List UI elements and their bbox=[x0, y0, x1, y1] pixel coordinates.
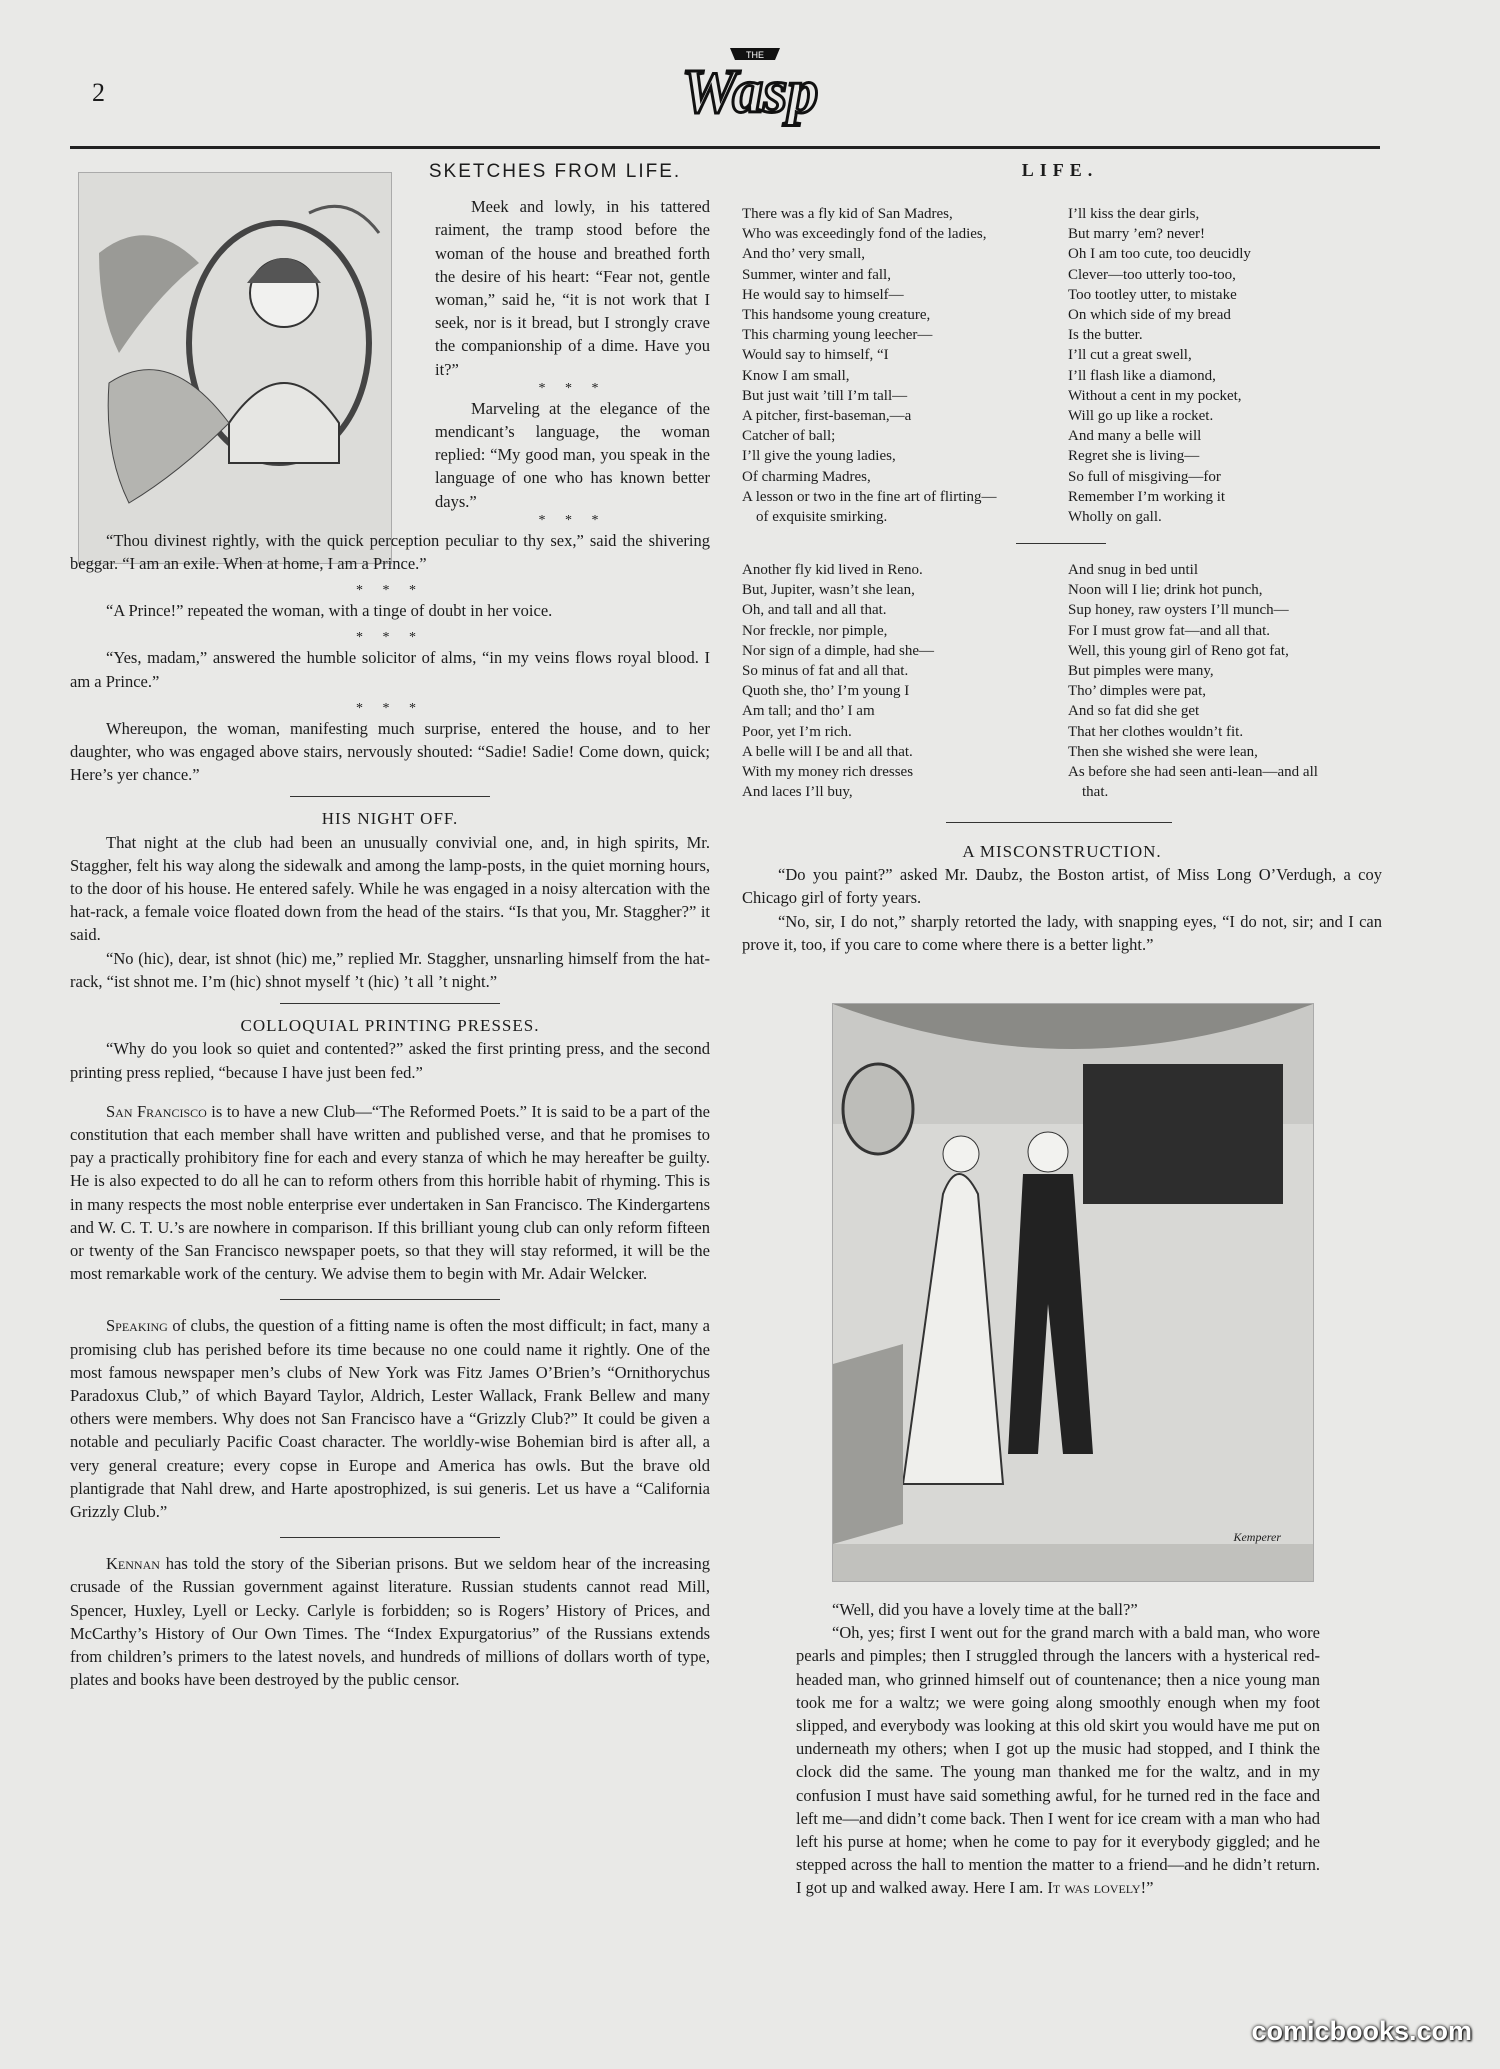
misconstruction-title: A MISCONSTRUCTION. bbox=[962, 842, 1162, 861]
poem-line: Regret she is living— bbox=[1068, 448, 1200, 465]
speaking-lead: Speaking bbox=[106, 1316, 168, 1336]
poem-line: I’ll flash like a diamond, bbox=[1068, 367, 1216, 384]
poem-line: But, Jupiter, wasn’t she lean, bbox=[742, 582, 915, 599]
ball-end: It was lovely!” bbox=[1043, 1878, 1154, 1898]
poem-line: That her clothes wouldn’t fit. bbox=[1068, 723, 1244, 740]
sketch-madam-para: “Yes, madam,” answered the humble solicitor of alms, “in my veins flows royal blood. I am a Prince.” bbox=[70, 648, 710, 691]
poem-line: I’ll cut a great swell, bbox=[1068, 347, 1192, 364]
section-rule bbox=[280, 1299, 500, 1300]
poem-line: With my money rich dresses bbox=[742, 764, 914, 781]
poem-line: that. bbox=[1082, 784, 1109, 801]
misconstruction-article bbox=[742, 840, 1382, 956]
poem-line: Tho’ dimples were pat, bbox=[1068, 683, 1207, 700]
ball-para: “Oh, yes; first I went out for the grand march with a bald man, who wore pearls and pimples; then I struggled through the lancers with a hysterical red-headed man, who grinned himself out of countenance; then a nice young man took me for a waltz; we were going along smoothly enough when my foot slipped, and everybody was looking at this old skirt you would have me put on underneath my others; when I got up the music had stopped, and I think the clock did the same. The young man thanked me for the waltz, and in my confusion I must have said something awful, for he turned red in the face and left me—and didn’t come back. Then I went for ice cream with a man who had left his purse at home; when he come to pay for it everybody giggled; and he stepped across the hall to mention the matter to a friend—and he didn’t return. I got up and walked away. Here I am. It was lovely!” bbox=[796, 1623, 1320, 1898]
poem-line: Is the butter. bbox=[1068, 327, 1143, 344]
poem-1-left bbox=[742, 204, 1062, 527]
poem-line: But just wait ’till I’m tall— bbox=[742, 387, 908, 404]
poem-line: Of charming Madres, bbox=[742, 468, 871, 485]
poem-line: Another fly kid lived in Reno. bbox=[742, 562, 923, 578]
poem-line: Wholly on gall. bbox=[1068, 509, 1162, 526]
poem-line: So full of misgiving—for bbox=[1068, 468, 1221, 485]
sketch-para-3: “Thou divinest rightly, with the quick perception peculiar to thy sex,” said the shivering beggar. “I am an exile. When at home, I am a Prince.” bbox=[70, 530, 710, 574]
sketches-title: SKETCHES FROM LIFE. bbox=[428, 161, 682, 182]
masthead-logo bbox=[640, 40, 860, 140]
poem-line: And snug in bed until bbox=[1068, 562, 1198, 578]
poem-line: Well, this young girl of Reno got fat, bbox=[1068, 642, 1289, 659]
poem-line: Know I am small, bbox=[742, 367, 850, 384]
poem-line: As before she had seen anti-lean—and all bbox=[1068, 764, 1318, 781]
section-rule bbox=[290, 796, 490, 797]
poem-line: On which side of my bread bbox=[1068, 307, 1231, 324]
masthead-title: Wasp bbox=[681, 58, 819, 126]
sketch-whereupon-para: Whereupon, the woman, manifesting much surprise, entered the house, and to her daughter, who was engaged above stairs, nervously shouted: “Sadie! Sadie! Come down, quick; Here’s yer chance.” bbox=[70, 718, 710, 785]
poem-line: Would say to himself, “I bbox=[742, 347, 889, 364]
poem-line: Clever—too utterly too-too, bbox=[1068, 266, 1236, 283]
mis-para-1: “Do you paint?” asked Mr. Daubz, the Boston artist, of Miss Long O’Verdugh, a coy Chicago girl of forty years. bbox=[742, 865, 1382, 908]
poem-line: Nor freckle, nor pimple, bbox=[742, 622, 888, 639]
stars-divider: * * * bbox=[356, 630, 424, 646]
presses-para: “Why do you look so quiet and contented?” asked the first printing press, and the second printing press replied, “because I have just been fed.” bbox=[70, 1039, 710, 1082]
poem-line: Nor sign of a dimple, had she— bbox=[742, 642, 935, 659]
poem-line: A pitcher, first-baseman,—a bbox=[742, 408, 912, 425]
poem-2-left bbox=[742, 560, 1062, 802]
presses-title: COLLOQUIAL PRINTING PRESSES. bbox=[240, 1016, 540, 1036]
ball-article bbox=[796, 1598, 1320, 1900]
night-title: HIS NIGHT OFF. bbox=[321, 809, 459, 829]
sketch-para-2: Marveling at the elegance of the mendicant’s language, the woman replied: “My good man, you speak in the language of one who has known better days.” bbox=[435, 398, 710, 511]
watermark: comicbooks.com bbox=[1251, 2016, 1472, 2046]
night-para-2: “No (hic), dear, ist shnot (hic) me,” replied Mr. Staggher, unsnarling himself from the hat-rack, “ist shnot me. I’m (hic) shnot myself ’t (hic) ’t all ’t night.” bbox=[70, 948, 710, 991]
kennan-lead: Kennan bbox=[106, 1554, 160, 1574]
ballroom-illustration bbox=[832, 1003, 1314, 1582]
poem-line: And tho’ very small, bbox=[742, 246, 866, 263]
poem-line: For I must grow fat—and all that. bbox=[1068, 622, 1271, 639]
sf-para: San Francisco is to have a new Club—“The Reformed Poets.” It is said to be a part of the constitution that each member shall have written and published verse, and that he promises to pay a practically prohibitory fine for each and every stanza of which he may hereafter be guilty. He is also expected to do all he can to reform others from this horrible habit of rhyming. This is in many respects the most noble enterprise ever undertaken in San Francisco. The Kindergartens and W. C. T. U.’s are nowhere in comparison. If this brilliant young club can only reform fifteen or twenty of the San Francisco newspaper poets, so that they will stay reformed, it will be the most remarkable work of the century. We advise them to begin with Mr. Adair Welcker. bbox=[70, 1101, 710, 1284]
poem-line: And so fat did she get bbox=[1068, 703, 1200, 720]
sketch-para-1: Meek and lowly, in his tattered raiment, the tramp stood before the woman of the house and breathed forth the desire of his heart: “Fear not, gentle woman,” said he, “it is not work that I seek, nor is it bread, but I strongly crave the companionship of a dime. Have you it?” bbox=[435, 197, 710, 379]
poem-line: Noon will I lie; drink hot punch, bbox=[1068, 582, 1263, 599]
kennan-para: Kennan has told the story of the Siberian prisons. But we seldom hear of the increasing crusade of the Russian government against literature. Russian students cannot read Mill, Spencer, Huxley, Lyell or Lecky. Carlyle is forbidden; so is Rogers’ History of Prices, and McCarthy’s History of Our Own Times. The “Index Expurgatorius” of the Russians extends from children’s primers to the latest novels, and hundreds of millions of dollars worth of type, plates and books have been destroyed by the public censor. bbox=[70, 1554, 710, 1690]
poem-line: Will go up like a rocket. bbox=[1068, 408, 1214, 425]
section-rule bbox=[280, 1537, 500, 1538]
poem-line: Then she wished she were lean, bbox=[1068, 743, 1258, 760]
poem-2-right bbox=[1068, 560, 1388, 802]
poem-rule bbox=[1016, 543, 1106, 544]
stars-divider: * * * bbox=[356, 700, 424, 716]
mis-para-2: “No, sir, I do not,” sharply retorted the lady, with snapping eyes, “I do not, sir; and I can prove it, too, if you care to come where there is a better light.” bbox=[742, 911, 1382, 954]
section-rule bbox=[280, 1003, 500, 1004]
top-rule bbox=[70, 146, 1380, 149]
poem-line: of exquisite smirking. bbox=[756, 509, 888, 526]
speaking-para: Speaking of clubs, the question of a fitting name is often the most difficult; in fact, many a promising club has perished before its time because no one could name it rightly. One of the most famous newspaper men’s clubs of New York was Fitz James O’Brien’s “Ornithorychus Paradoxus Club,” of which Bayard Taylor, Aldrich, Lester Wallack, Frank Bellew and many others were members. Why does not San Francisco have a “Grizzly Club?” It could be given a notable and peculiarly Pacific Coast character. The worldly-wise Bohemian bird is after all, a very general creature; every copse in Europe and America has owls. But the brave old plantigrade that Nahl drew, and Harte apostrophized, is sui generis. Let us have a “California Grizzly Club.” bbox=[70, 1316, 710, 1521]
sketches-article bbox=[70, 160, 710, 1691]
poem-line: I’ll kiss the dear girls, bbox=[1068, 206, 1200, 222]
page-number: 2 bbox=[92, 78, 105, 107]
section-rule bbox=[946, 822, 1172, 823]
stars-divider: * * * bbox=[538, 512, 607, 528]
poem-line: But pimples were many, bbox=[1068, 663, 1214, 680]
poem-line: Am tall; and tho’ I am bbox=[742, 703, 875, 720]
poem-line: He would say to himself— bbox=[742, 286, 904, 303]
poem-line: This handsome young creature, bbox=[742, 307, 931, 324]
poem-line: But marry ’em? never! bbox=[1068, 226, 1206, 243]
poem-line: I’ll give the young ladies, bbox=[742, 448, 896, 465]
poem-line: Poor, yet I’m rich. bbox=[742, 723, 852, 740]
poem-line: Remember I’m working it bbox=[1068, 488, 1226, 505]
masthead-the: THE bbox=[746, 50, 764, 60]
poem-line: So minus of fat and all that. bbox=[742, 663, 909, 680]
poem-line: This charming young leecher— bbox=[742, 327, 933, 344]
poem-line: Oh I am too cute, too deucidly bbox=[1068, 246, 1251, 263]
poem-line: A belle will I be and all that. bbox=[742, 743, 913, 760]
poem-line: Oh, and tall and all that. bbox=[742, 602, 887, 619]
stars-divider: * * * bbox=[538, 380, 607, 396]
poem-line: There was a fly kid of San Madres, bbox=[742, 206, 953, 222]
ball-question: “Well, did you have a lovely time at the ball?” bbox=[832, 1600, 1138, 1619]
stars-divider: * * * bbox=[356, 583, 424, 599]
poem-line: Too tootley utter, to mistake bbox=[1068, 286, 1237, 303]
poem-line: A lesson or two in the fine art of flirting— bbox=[742, 488, 997, 505]
poem-line: And many a belle will bbox=[1068, 428, 1202, 445]
poem-1-right bbox=[1068, 204, 1388, 527]
poem-line: And laces I’ll buy, bbox=[742, 784, 853, 801]
poem-line: Catcher of ball; bbox=[742, 428, 836, 445]
life-title: LIFE. bbox=[1021, 160, 1099, 180]
illustration-signature: Kemperer bbox=[1233, 1530, 1281, 1544]
night-para-1: That night at the club had been an unusually convivial one, and, in high spirits, Mr. Staggher, felt his way along the sidewalk and among the lamp-posts, in the quiet morning hours, to the door of his house. He entered safely. While he was engaged in a noisy altercation with the hat-rack, a female voice floated down from the head of the stairs. “Is that you, Mr. Staggher?” it said. bbox=[70, 832, 710, 945]
poem-line: Who was exceedingly fond of the ladies, bbox=[742, 226, 987, 243]
poem-line: Summer, winter and fall, bbox=[742, 266, 891, 283]
poem-line: Sup honey, raw oysters I’ll munch— bbox=[1068, 602, 1289, 619]
poem-line: Quoth she, tho’ I’m young I bbox=[742, 683, 910, 700]
sf-lead: San Francisco bbox=[106, 1101, 207, 1121]
sketch-prince-para: “A Prince!” repeated the woman, with a tinge of doubt in her voice. bbox=[106, 601, 553, 621]
poem-line: Without a cent in my pocket, bbox=[1068, 387, 1242, 404]
